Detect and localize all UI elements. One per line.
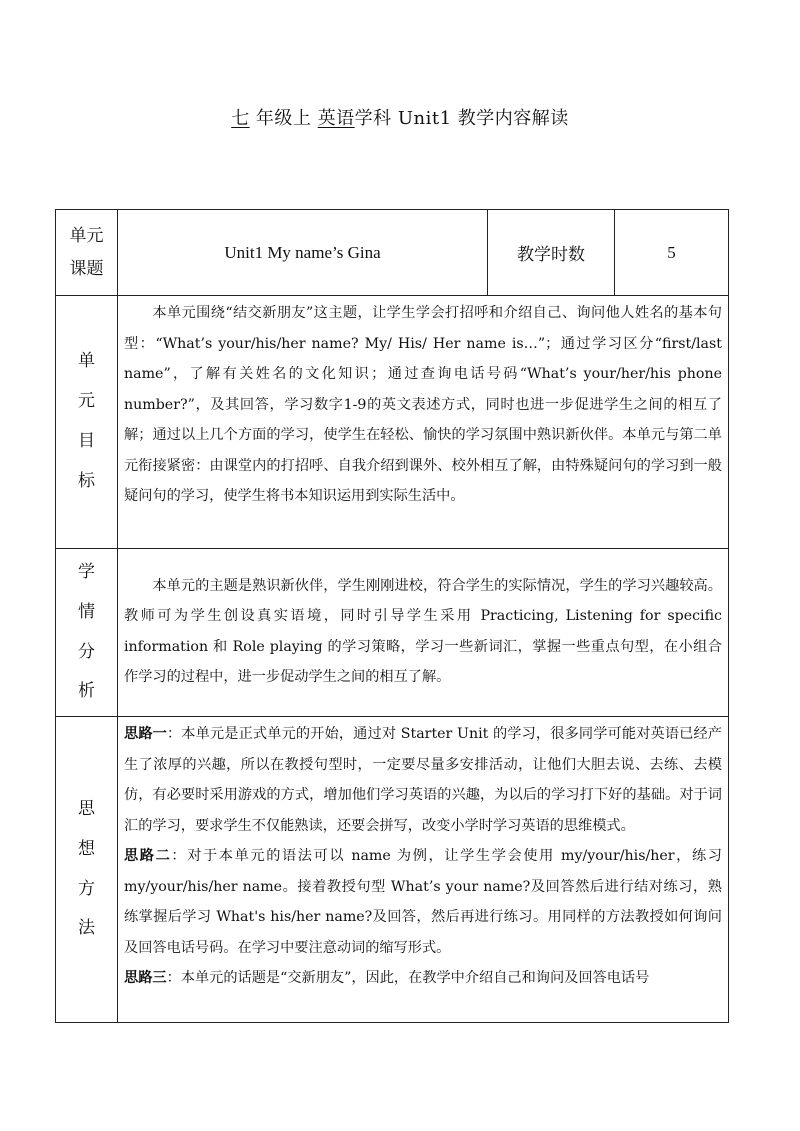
idea-text: ：本单元是正式单元的开始，通过对 Starter Unit 的学习，很多同学可能对英语已经产生了浓厚的兴趣，所以在教授句型时，一定要尽量多安排活动，让他们大胆去说、去练、去模仿，有必要时采用游戏的方式，增加他们学习英语的兴趣，为以后的学习打下好的基础。对于词汇的学习，要求学生不仅能熟读，还要会拼写，改变小学时学习英语的思维模式。 (124, 726, 722, 834)
label-thinking-methods (56, 717, 118, 1023)
label-goals-char: 目 (78, 431, 95, 451)
title-rest: 学科 Unit1 教学内容解读 (354, 108, 569, 129)
learner-analysis-text: 本单元的主题是熟识新伙伴，学生刚刚进校，符合学生的实际情况，学生的学习兴趣较高。教师可为学生创设真实语境，同时引导学生采用 Practicing, Listening for specific information 和 Role playing 的学习策略，学习一些新词汇，掌握一些重点句型，在小组合作学习的过程中，进一步促动学生之间的相互了解。 (124, 577, 722, 685)
label-goals-char: 元 (78, 391, 95, 412)
learner-analysis-text-cell (118, 549, 729, 717)
unit-goals-text-cell (118, 296, 729, 549)
idea-heading: 思路三 (124, 970, 167, 986)
label-goals-char: 标 (78, 470, 95, 491)
title-grade-suffix: 年级上 (255, 108, 312, 129)
idea-heading: 思路二 (124, 848, 172, 864)
label-analysis-char: 学 (78, 561, 95, 582)
unit-goals-text: 本单元围绕“结交新朋友”这主题，让学生学会打招呼和介绍自己、询问他人姓名的基本句型：“What’s your/his/her name? My/ His/ Her name is…”；通过学习区分“first/last name”，了解有关姓名的文化知识；通过查询电话号码“What’s your/her/his phone number?”，及其回答，学习数字1-9的英文表述方式，同时也进一步促进学生之间的相互了解；通过以上几个方面的学习，使学生在轻松、愉快的学习氛围中熟识新伙伴。本单元与第二单元衔接紧密：由课堂内的打招呼、自我介绍到课外、校外相互了解，由特殊疑问句的学习到一般疑问句的学习，使学生将书本知识运用到实际生活中。 (124, 305, 722, 504)
label-methods-char: 思 (78, 798, 95, 819)
page-title (0, 104, 800, 130)
idea-heading: 思路一 (124, 726, 167, 742)
idea-text: ：本单元的话题是“交新朋友”，因此，在教学中介绍自己和询问及回答电话号 (166, 970, 650, 986)
teaching-hours-value: 5 (615, 210, 729, 296)
teaching-hours-label: 教学时数 (488, 210, 615, 296)
label-unit-topic (56, 210, 118, 296)
title-grade: 七 (231, 108, 250, 129)
label-unit-topic-line1: 单元 (69, 226, 104, 247)
label-unit-topic-line2: 课题 (69, 258, 104, 279)
row-unit-topic (56, 210, 729, 296)
label-methods-char: 法 (78, 918, 95, 939)
row-learner-analysis (56, 549, 729, 717)
idea-paragraph (124, 719, 722, 841)
unit-title: Unit1 My name’s Gina (118, 210, 488, 296)
label-methods-char: 方 (78, 878, 95, 899)
idea-text: ：对于本单元的语法可以 name 为例，让学生学会使用 my/your/his/her，练习 my/your/his/her name。接着教授句型 What’s your name?及回答然后进行结对练习，熟练掌握后学习 What's his/her name?及回答，然后再进行练习。用同样的方法教授如何询问及回答电话号码。在学习中要注意动词的缩写形式。 (124, 848, 722, 956)
row-unit-goals (56, 296, 729, 549)
row-thinking-methods (56, 717, 729, 1023)
label-goals-char: 单 (78, 351, 95, 372)
lesson-content-table (55, 209, 729, 1023)
label-analysis-char: 析 (78, 681, 95, 702)
label-analysis-char: 分 (78, 641, 95, 662)
label-analysis-char: 情 (78, 601, 95, 622)
idea-paragraph (124, 841, 722, 963)
thinking-methods-text-cell (118, 717, 729, 1023)
label-methods-char: 想 (78, 838, 95, 859)
idea-paragraph (124, 963, 722, 994)
label-learner-analysis (56, 549, 118, 717)
title-subject: 英语 (317, 108, 355, 129)
label-unit-goals (56, 296, 118, 549)
